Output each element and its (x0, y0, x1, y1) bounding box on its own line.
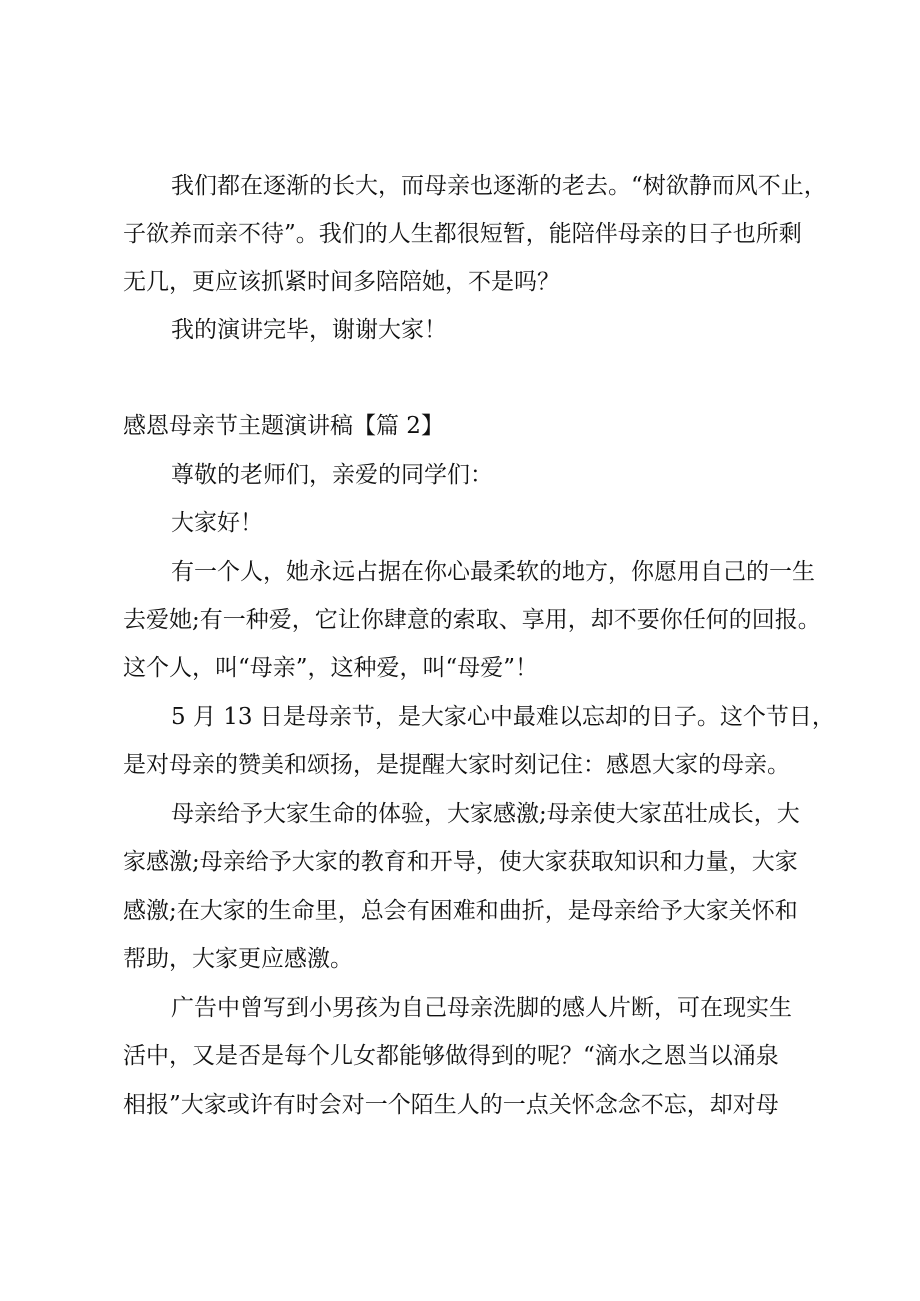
paragraph-line: 是对母亲的赞美和颂扬，是提醒大家时刻记住：感恩大家的母亲。 (123, 752, 790, 778)
paragraph-line: 相报”大家或许有时会对一个陌生人的一点关怀念念不忘，却对母 (123, 1092, 779, 1118)
paragraph-line: 我们都在逐渐的长大，而母亲也逐渐的老去。“树欲静而风不止， (171, 173, 827, 199)
paragraph-line: 去爱她;有一种爱，它让你肆意的索取、享用，却不要你任何的回报。 (123, 607, 821, 633)
greeting: 大家好！ (171, 510, 263, 536)
paragraph-line: 家感激;母亲给予大家的教育和开导，使大家获取知识和力量，大家 (123, 849, 798, 875)
closing-line: 我的演讲完毕，谢谢大家！ (171, 317, 447, 343)
paragraph-line: 这个人，叫“母亲”，这种爱，叫“母爱”！ (123, 655, 539, 681)
salutation: 尊敬的老师们，亲爱的同学们： (171, 462, 493, 488)
section-heading: 感恩母亲节主题演讲稿【篇 2】 (123, 413, 444, 439)
paragraph-line: 感激;在大家的生命里，总会有困难和曲折，是母亲给予大家关怀和 (123, 898, 798, 924)
paragraph-line: 活中，又是否是每个儿女都能够做得到的呢？“滴水之恩当以涌泉 (123, 1043, 779, 1069)
paragraph-line: 帮助，大家更应感激。 (123, 946, 353, 972)
paragraph-line: 广告中曾写到小男孩为自己母亲洗脚的感人片断，可在现实生 (171, 995, 792, 1021)
paragraph-line: 母亲给予大家生命的体验，大家感激;母亲使大家茁壮成长，大 (171, 801, 800, 827)
paragraph-line: 子欲养而亲不待”。我们的人生都很短暂，能陪伴母亲的日子也所剩 (123, 221, 802, 247)
paragraph-line: 有一个人，她永远占据在你心最柔软的地方，你愿用自己的一生 (171, 559, 815, 585)
paragraph-line: 5 月 13 日是母亲节，是大家心中最难以忘却的日子。这个节日， (171, 704, 835, 730)
paragraph-line: 无几，更应该抓紧时间多陪陪她，不是吗？ (123, 269, 560, 295)
